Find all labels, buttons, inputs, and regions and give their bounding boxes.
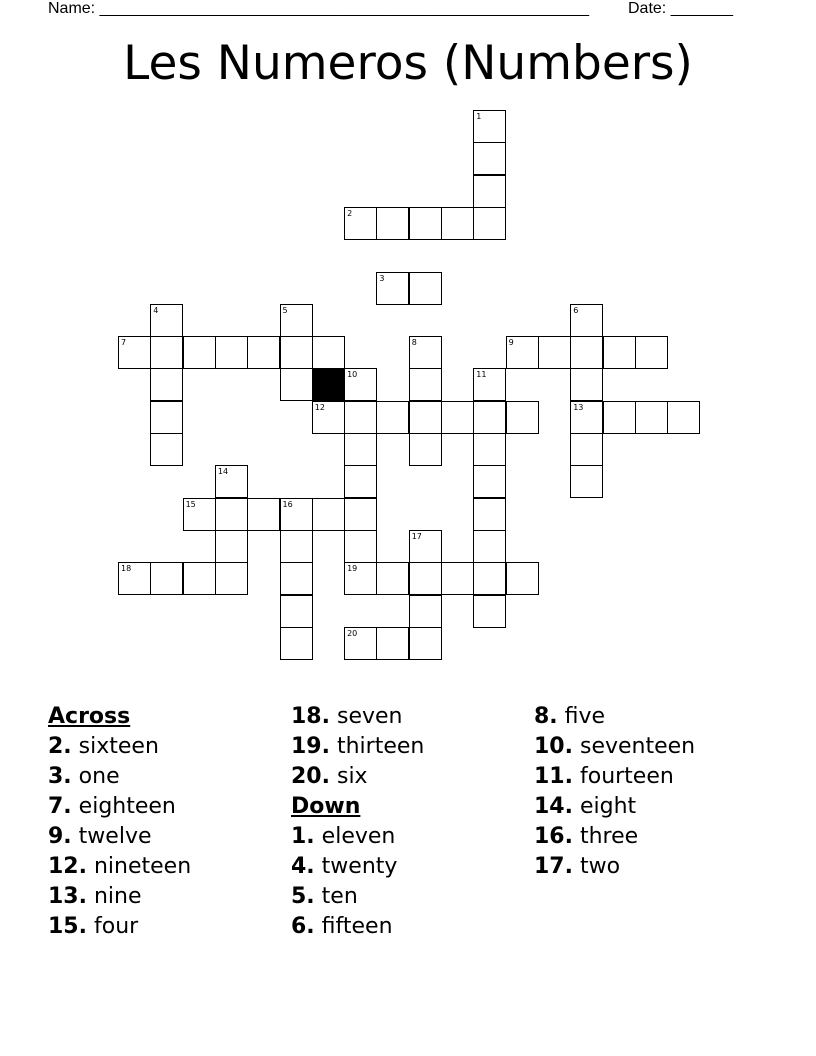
grid-cell[interactable] xyxy=(150,562,183,595)
grid-cell[interactable] xyxy=(570,433,603,466)
clue-item xyxy=(48,822,288,852)
cell-number: 17 xyxy=(411,531,422,541)
clue-number: 16. xyxy=(534,824,573,849)
grid-cell[interactable] xyxy=(280,595,313,628)
grid-cell[interactable] xyxy=(473,401,506,434)
clue-column-3 xyxy=(534,702,774,882)
grid-cell[interactable] xyxy=(150,304,183,337)
grid-cell[interactable] xyxy=(473,465,506,498)
grid-cell[interactable] xyxy=(215,465,248,498)
grid-cell[interactable] xyxy=(344,433,377,466)
grid-cell[interactable] xyxy=(215,498,248,531)
clue-item xyxy=(291,882,531,912)
grid-cell[interactable] xyxy=(667,401,700,434)
grid-cell[interactable] xyxy=(150,433,183,466)
clue-number: 11. xyxy=(534,764,573,789)
clue-text: two xyxy=(579,854,621,879)
grid-cell[interactable] xyxy=(118,336,151,369)
clue-text: thirteen xyxy=(336,734,425,759)
grid-cell[interactable] xyxy=(570,401,603,434)
clue-item xyxy=(291,822,531,852)
grid-cell[interactable] xyxy=(409,562,442,595)
grid-cell[interactable] xyxy=(376,401,409,434)
grid-cell[interactable] xyxy=(473,433,506,466)
cell-number: 18 xyxy=(121,564,132,574)
clue-text: twelve xyxy=(78,824,152,849)
clue-text: fifteen xyxy=(321,914,393,939)
clue-item xyxy=(291,762,531,792)
cell-number: 13 xyxy=(573,402,584,412)
grid-cell[interactable] xyxy=(280,304,313,337)
cell-number: 8 xyxy=(411,338,417,348)
cell-number: 12 xyxy=(314,402,325,412)
clue-item xyxy=(534,702,774,732)
grid-cell[interactable] xyxy=(215,530,248,563)
cell-number: 1 xyxy=(476,112,482,121)
grid-cell[interactable] xyxy=(473,498,506,531)
cell-number: 5 xyxy=(282,305,288,315)
clue-item xyxy=(534,732,774,762)
grid-cell[interactable] xyxy=(280,336,313,369)
grid-cell[interactable] xyxy=(376,207,409,240)
clue-item xyxy=(48,732,288,762)
clue-number: 19. xyxy=(291,734,330,759)
cell-number: 3 xyxy=(379,273,385,283)
grid-cell[interactable] xyxy=(376,272,409,305)
grid-cell[interactable] xyxy=(441,562,474,595)
cell-number: 6 xyxy=(573,305,579,315)
grid-cell[interactable] xyxy=(215,336,248,369)
clue-item xyxy=(291,732,531,762)
grid-cell[interactable] xyxy=(280,562,313,595)
grid-cell[interactable] xyxy=(344,627,377,660)
clue-number: 20. xyxy=(291,764,330,789)
grid-cell[interactable] xyxy=(409,595,442,628)
clue-text: eighteen xyxy=(78,794,176,819)
grid-cell[interactable] xyxy=(473,175,506,208)
clue-number: 12. xyxy=(48,854,87,879)
clue-number: 6. xyxy=(291,914,315,939)
grid-cell[interactable] xyxy=(183,336,216,369)
clue-item xyxy=(291,702,531,732)
clue-item xyxy=(534,792,774,822)
grid-cell[interactable] xyxy=(473,595,506,628)
grid-cell[interactable] xyxy=(215,562,248,595)
date-line: Date: _______ xyxy=(628,0,733,17)
grid-cell[interactable] xyxy=(344,207,377,240)
cell-number: 11 xyxy=(476,370,487,380)
grid-cell[interactable] xyxy=(506,401,539,434)
grid-cell[interactable] xyxy=(376,562,409,595)
grid-cell[interactable] xyxy=(280,530,313,563)
clue-item xyxy=(48,792,288,822)
grid-cell[interactable] xyxy=(635,336,668,369)
grid-cell[interactable] xyxy=(603,336,636,369)
cell-number: 15 xyxy=(185,499,196,509)
grid-cell[interactable] xyxy=(506,562,539,595)
clue-number: 3. xyxy=(48,764,72,789)
grid-cell[interactable] xyxy=(441,207,474,240)
grid-cell[interactable] xyxy=(150,401,183,434)
clue-text: seven xyxy=(336,704,403,729)
clue-column-2 xyxy=(291,702,531,942)
grid-cell[interactable] xyxy=(312,498,345,531)
grid-cell[interactable] xyxy=(538,336,571,369)
cell-number: 9 xyxy=(508,338,514,348)
clue-item xyxy=(534,852,774,882)
grid-cell[interactable] xyxy=(473,530,506,563)
clue-number: 14. xyxy=(534,794,573,819)
clue-number: 17. xyxy=(534,854,573,879)
cell-number: 10 xyxy=(347,370,358,380)
grid-cell[interactable] xyxy=(344,530,377,563)
grid-cell[interactable] xyxy=(409,530,442,563)
clue-number: 1. xyxy=(291,824,315,849)
down-heading: Down xyxy=(291,794,361,819)
clue-item xyxy=(48,762,288,792)
clue-text: sixteen xyxy=(78,734,159,759)
grid-cell[interactable] xyxy=(635,401,668,434)
cell-number: 14 xyxy=(217,467,229,477)
grid-cell[interactable] xyxy=(409,336,442,369)
clue-number: 18. xyxy=(291,704,330,729)
cell-number: 19 xyxy=(347,564,358,574)
grid-cell[interactable] xyxy=(344,465,377,498)
grid-cell[interactable] xyxy=(409,207,442,240)
grid-cell[interactable] xyxy=(344,401,377,434)
clue-text: seventeen xyxy=(579,734,696,759)
clue-number: 15. xyxy=(48,914,87,939)
clue-text: eight xyxy=(579,794,637,819)
grid-cell[interactable] xyxy=(312,401,345,434)
grid-cell[interactable] xyxy=(344,498,377,531)
clue-item xyxy=(48,852,288,882)
clue-text: eleven xyxy=(321,824,396,849)
clue-number: 2. xyxy=(48,734,72,759)
grid-cell[interactable] xyxy=(376,627,409,660)
clue-text: twenty xyxy=(321,854,398,879)
grid-cell[interactable] xyxy=(280,498,313,531)
clue-number: 7. xyxy=(48,794,72,819)
grid-cell[interactable] xyxy=(183,498,216,531)
clue-item xyxy=(534,762,774,792)
black-square xyxy=(312,368,345,401)
across-heading: Across xyxy=(48,704,131,729)
clue-text: three xyxy=(579,824,639,849)
clue-text: ten xyxy=(321,884,358,909)
grid-cell[interactable] xyxy=(183,562,216,595)
grid-cell[interactable] xyxy=(473,207,506,240)
clue-item xyxy=(534,822,774,852)
clue-number: 10. xyxy=(534,734,573,759)
grid-cell[interactable] xyxy=(473,142,506,175)
cell-number: 7 xyxy=(121,338,127,348)
cell-number: 16 xyxy=(282,499,293,509)
grid-cell[interactable] xyxy=(118,562,151,595)
grid-cell[interactable] xyxy=(570,368,603,401)
grid-cell[interactable] xyxy=(473,368,506,401)
clue-item xyxy=(291,852,531,882)
clue-number: 9. xyxy=(48,824,72,849)
grid-cell[interactable] xyxy=(344,562,377,595)
grid-cell[interactable] xyxy=(150,336,183,369)
grid-cell[interactable] xyxy=(603,401,636,434)
clue-text: four xyxy=(93,914,139,939)
grid-cell[interactable] xyxy=(473,562,506,595)
clue-text: one xyxy=(78,764,120,789)
cell-number: 2 xyxy=(347,208,353,218)
clue-number: 13. xyxy=(48,884,87,909)
grid-cell[interactable] xyxy=(312,336,345,369)
grid-cell[interactable] xyxy=(247,498,280,531)
clue-text: fourteen xyxy=(579,764,674,789)
clue-item xyxy=(48,912,288,942)
clue-number: 8. xyxy=(534,704,558,729)
grid-cell[interactable] xyxy=(570,336,603,369)
clue-text: nineteen xyxy=(93,854,192,879)
clue-text: nine xyxy=(93,884,142,909)
grid-cell[interactable] xyxy=(409,401,442,434)
grid-cell[interactable] xyxy=(247,336,280,369)
name-line: Name: _______________________________________________________ xyxy=(48,0,589,17)
grid-cell[interactable] xyxy=(409,368,442,401)
page-title: Les Numeros (Numbers) xyxy=(123,36,693,91)
grid-cell[interactable] xyxy=(506,336,539,369)
grid-cell[interactable] xyxy=(570,304,603,337)
grid-cell[interactable] xyxy=(409,627,442,660)
clue-item xyxy=(48,882,288,912)
grid-cell[interactable] xyxy=(344,368,377,401)
clue-number: 5. xyxy=(291,884,315,909)
clue-column-1 xyxy=(48,702,288,942)
clue-text: five xyxy=(564,704,606,729)
grid-cell[interactable] xyxy=(280,368,313,401)
grid-cell[interactable] xyxy=(409,272,442,305)
grid-cell[interactable] xyxy=(441,401,474,434)
clue-text: six xyxy=(336,764,368,789)
clue-number: 4. xyxy=(291,854,315,879)
grid-cell[interactable] xyxy=(570,465,603,498)
grid-cell[interactable] xyxy=(280,627,313,660)
grid-cell[interactable] xyxy=(473,110,506,143)
cell-number: 20 xyxy=(347,628,358,638)
grid-cell[interactable] xyxy=(409,433,442,466)
cell-number: 4 xyxy=(153,305,159,315)
clue-item xyxy=(291,912,531,942)
grid-cell[interactable] xyxy=(150,368,183,401)
